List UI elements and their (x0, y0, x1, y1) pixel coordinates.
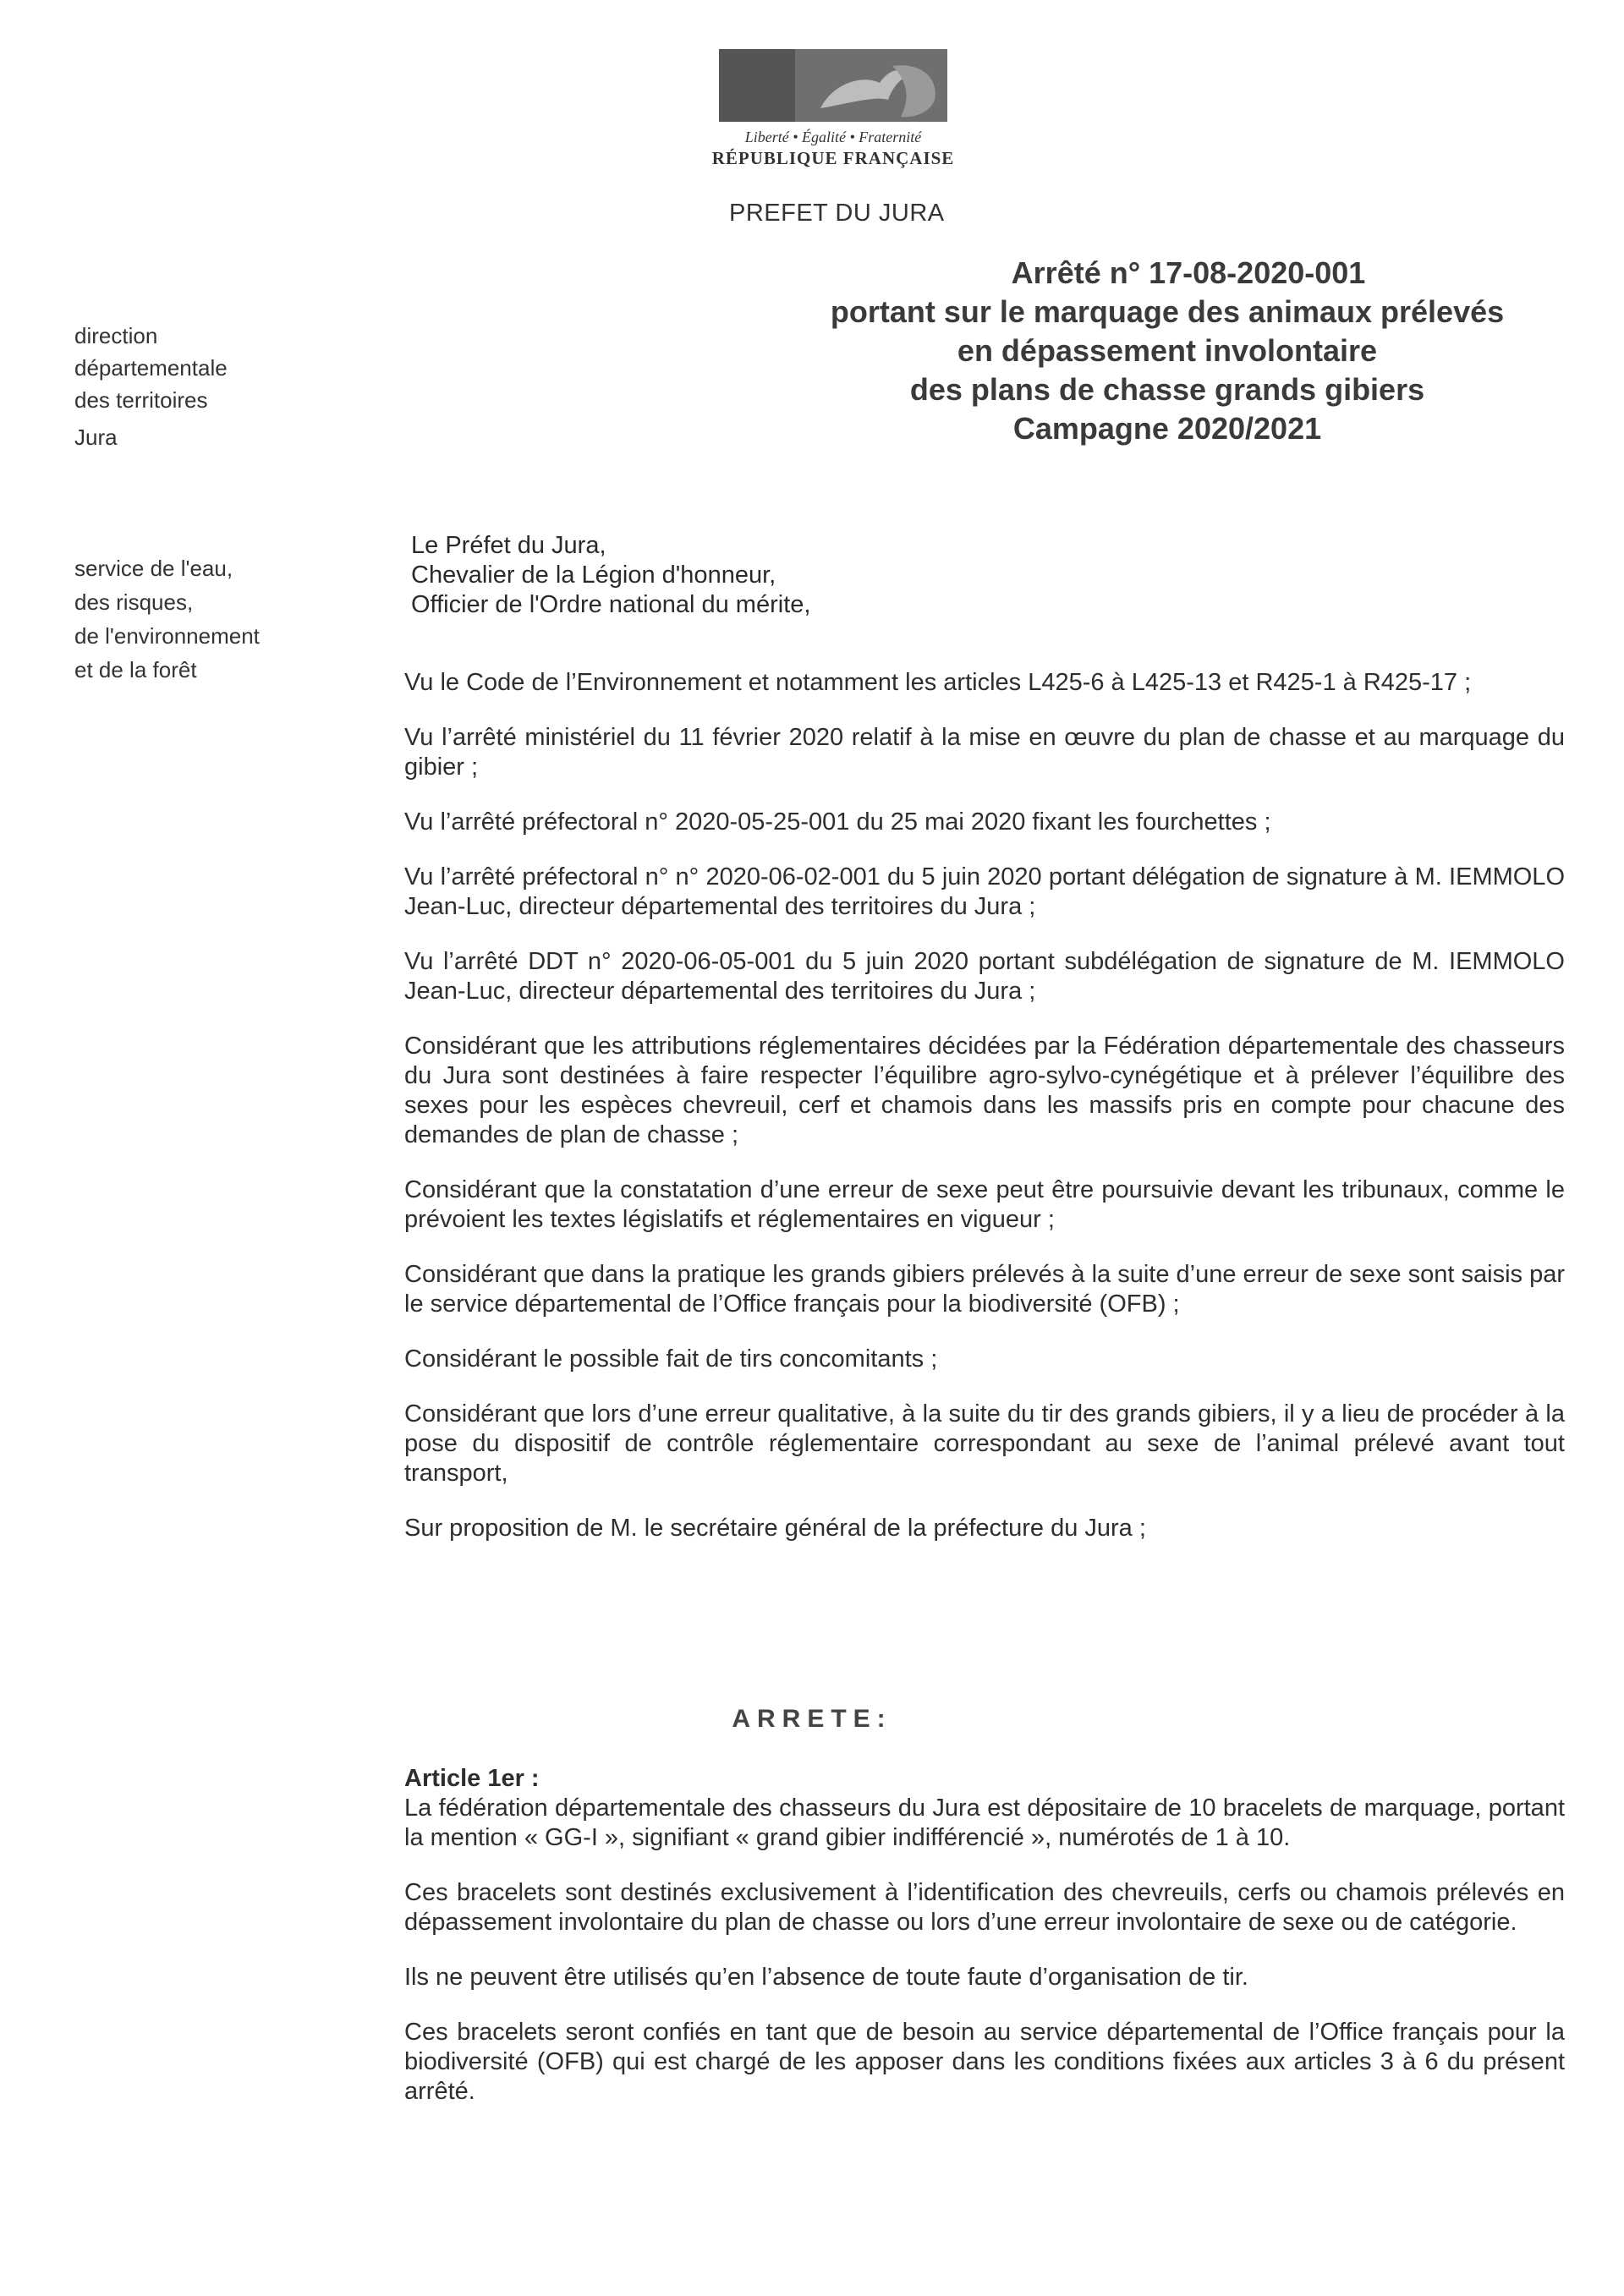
article-paragraph: Ces bracelets sont destinés exclusivement à l’identification des chevreuils, cerfs ou chamois prélevés en dépassement involontaire du plan de chasse ou lors d’une erreur involontaire de sexe ou de catégorie. (404, 1879, 1565, 1936)
republique-francaise: RÉPUBLIQUE FRANÇAISE (711, 148, 955, 168)
document-title (744, 254, 1590, 448)
sidebar-department (74, 320, 228, 453)
article-paragraph: Ces bracelets seront confiés en tant que de besoin au service départemental de l’Office français pour la biodiversité (OFB) qui est chargé de les apposer dans les conditions fixées aux articles 3 à 6 du présent arrêté. (404, 2019, 1565, 2105)
sidebar-line: de l'environnement (74, 623, 260, 649)
article-title: Article 1er : (404, 1765, 540, 1792)
considerant-paragraph: Vu l’arrêté préfectoral n° n° 2020-06-02-001 du 5 juin 2020 portant délégation de signature à M. IEMMOLO Jean-Luc, directeur départemental des territoires du Jura ; (404, 863, 1565, 920)
honor-line: Le Préfet du Jura, (411, 532, 606, 559)
considerant-paragraph: Vu l’arrêté DDT n° 2020-06-05-001 du 5 juin 2020 portant subdélégation de signature de M. IEMMOLO Jean-Luc, directeur départemental des territoires du Jura ; (404, 948, 1565, 1005)
considerant-paragraph: Vu le Code de l’Environnement et notamment les articles L425-6 à L425-13 et R425-1 à R425-17 ; (404, 669, 1472, 696)
arrete-heading: ARRETE: (732, 1705, 892, 1733)
prefet-du-jura: PREFET DU JURA (729, 200, 945, 227)
sidebar-line: départementale (74, 355, 228, 381)
title-line: des plans de chasse grands gibiers (909, 372, 1425, 407)
considerant-paragraph: Considérant le possible fait de tirs concomitants ; (404, 1345, 938, 1373)
republique-logo (710, 49, 956, 169)
considerant-paragraph: Vu l’arrêté ministériel du 11 février 2020 relatif à la mise en œuvre du plan de chasse et au marquage du gibier ; (404, 724, 1565, 781)
sidebar-service (74, 551, 260, 687)
prefet-honors (411, 531, 810, 620)
considerant-paragraph: Considérant que dans la pratique les grands gibiers prélevés à la suite d’une erreur de sexe sont saisis par le service départemental de l’Office français pour la biodiversité (OFB) ; (404, 1261, 1565, 1318)
article-paragraph: La fédération départementale des chasseurs du Jura est dépositaire de 10 bracelets de marquage, portant la mention « GG-I », signifiant « grand gibier indifférencié », numérotés de 1 à 10. (404, 1795, 1565, 1851)
honor-line: Chevalier de la Légion d'honneur, (411, 562, 776, 589)
considerant-paragraph: Considérant que lors d’une erreur qualitative, à la suite du tir des grands gibiers, il y a lieu de procéder à la pose du dispositif de contrôle réglementaire correspondant au sexe de l’animal prélevé avant tout transport, (404, 1400, 1565, 1487)
considerant-paragraph: Considérant que la constatation d’une erreur de sexe peut être poursuivie devant les tribunaux, comme le prévoient les textes législatifs et réglementaires en vigueur ; (404, 1176, 1565, 1233)
title-line: Campagne 2020/2021 (1012, 411, 1322, 446)
sidebar-line: des territoires (74, 387, 208, 413)
marianne-icon (719, 49, 947, 122)
motto: Liberté • Égalité • Fraternité (744, 129, 922, 145)
sidebar-line: direction (74, 323, 158, 348)
title-line: Arrêté n° 17-08-2020-001 (1011, 255, 1366, 290)
title-line: en dépassement involontaire (957, 333, 1378, 368)
considerant-paragraph: Sur proposition de M. le secrétaire général de la préfecture du Jura ; (404, 1515, 1146, 1542)
title-line: portant sur le marquage des animaux prélevés (830, 294, 1505, 329)
honor-line: Officier de l'Ordre national du mérite, (411, 591, 811, 618)
considerant-paragraph: Vu l’arrêté préfectoral n° 2020-05-25-001 du 25 mai 2020 fixant les fourchettes ; (404, 808, 1271, 836)
sidebar-line: des risques, (74, 589, 194, 615)
considerant-paragraph: Considérant que les attributions réglementaires décidées par la Fédération départementale des chasseurs du Jura sont destinées à faire respecter l’équilibre agro-sylvo-cynégétique et à prélever l’équilibre des sexes pour les espèces chevreuil, cerf et chamois dans les massifs pris en compte pour chacune des demandes de plan de chasse ; (404, 1033, 1565, 1148)
sidebar-line: et de la forêt (74, 657, 197, 682)
article-paragraph: Ils ne peuvent être utilisés qu’en l’absence de toute faute d’organisation de tir. (404, 1964, 1248, 1991)
sidebar-line: Jura (74, 425, 118, 450)
sidebar-line: service de l'eau, (74, 556, 233, 581)
article-1 (404, 1764, 1565, 2132)
considerants (404, 668, 1565, 1569)
